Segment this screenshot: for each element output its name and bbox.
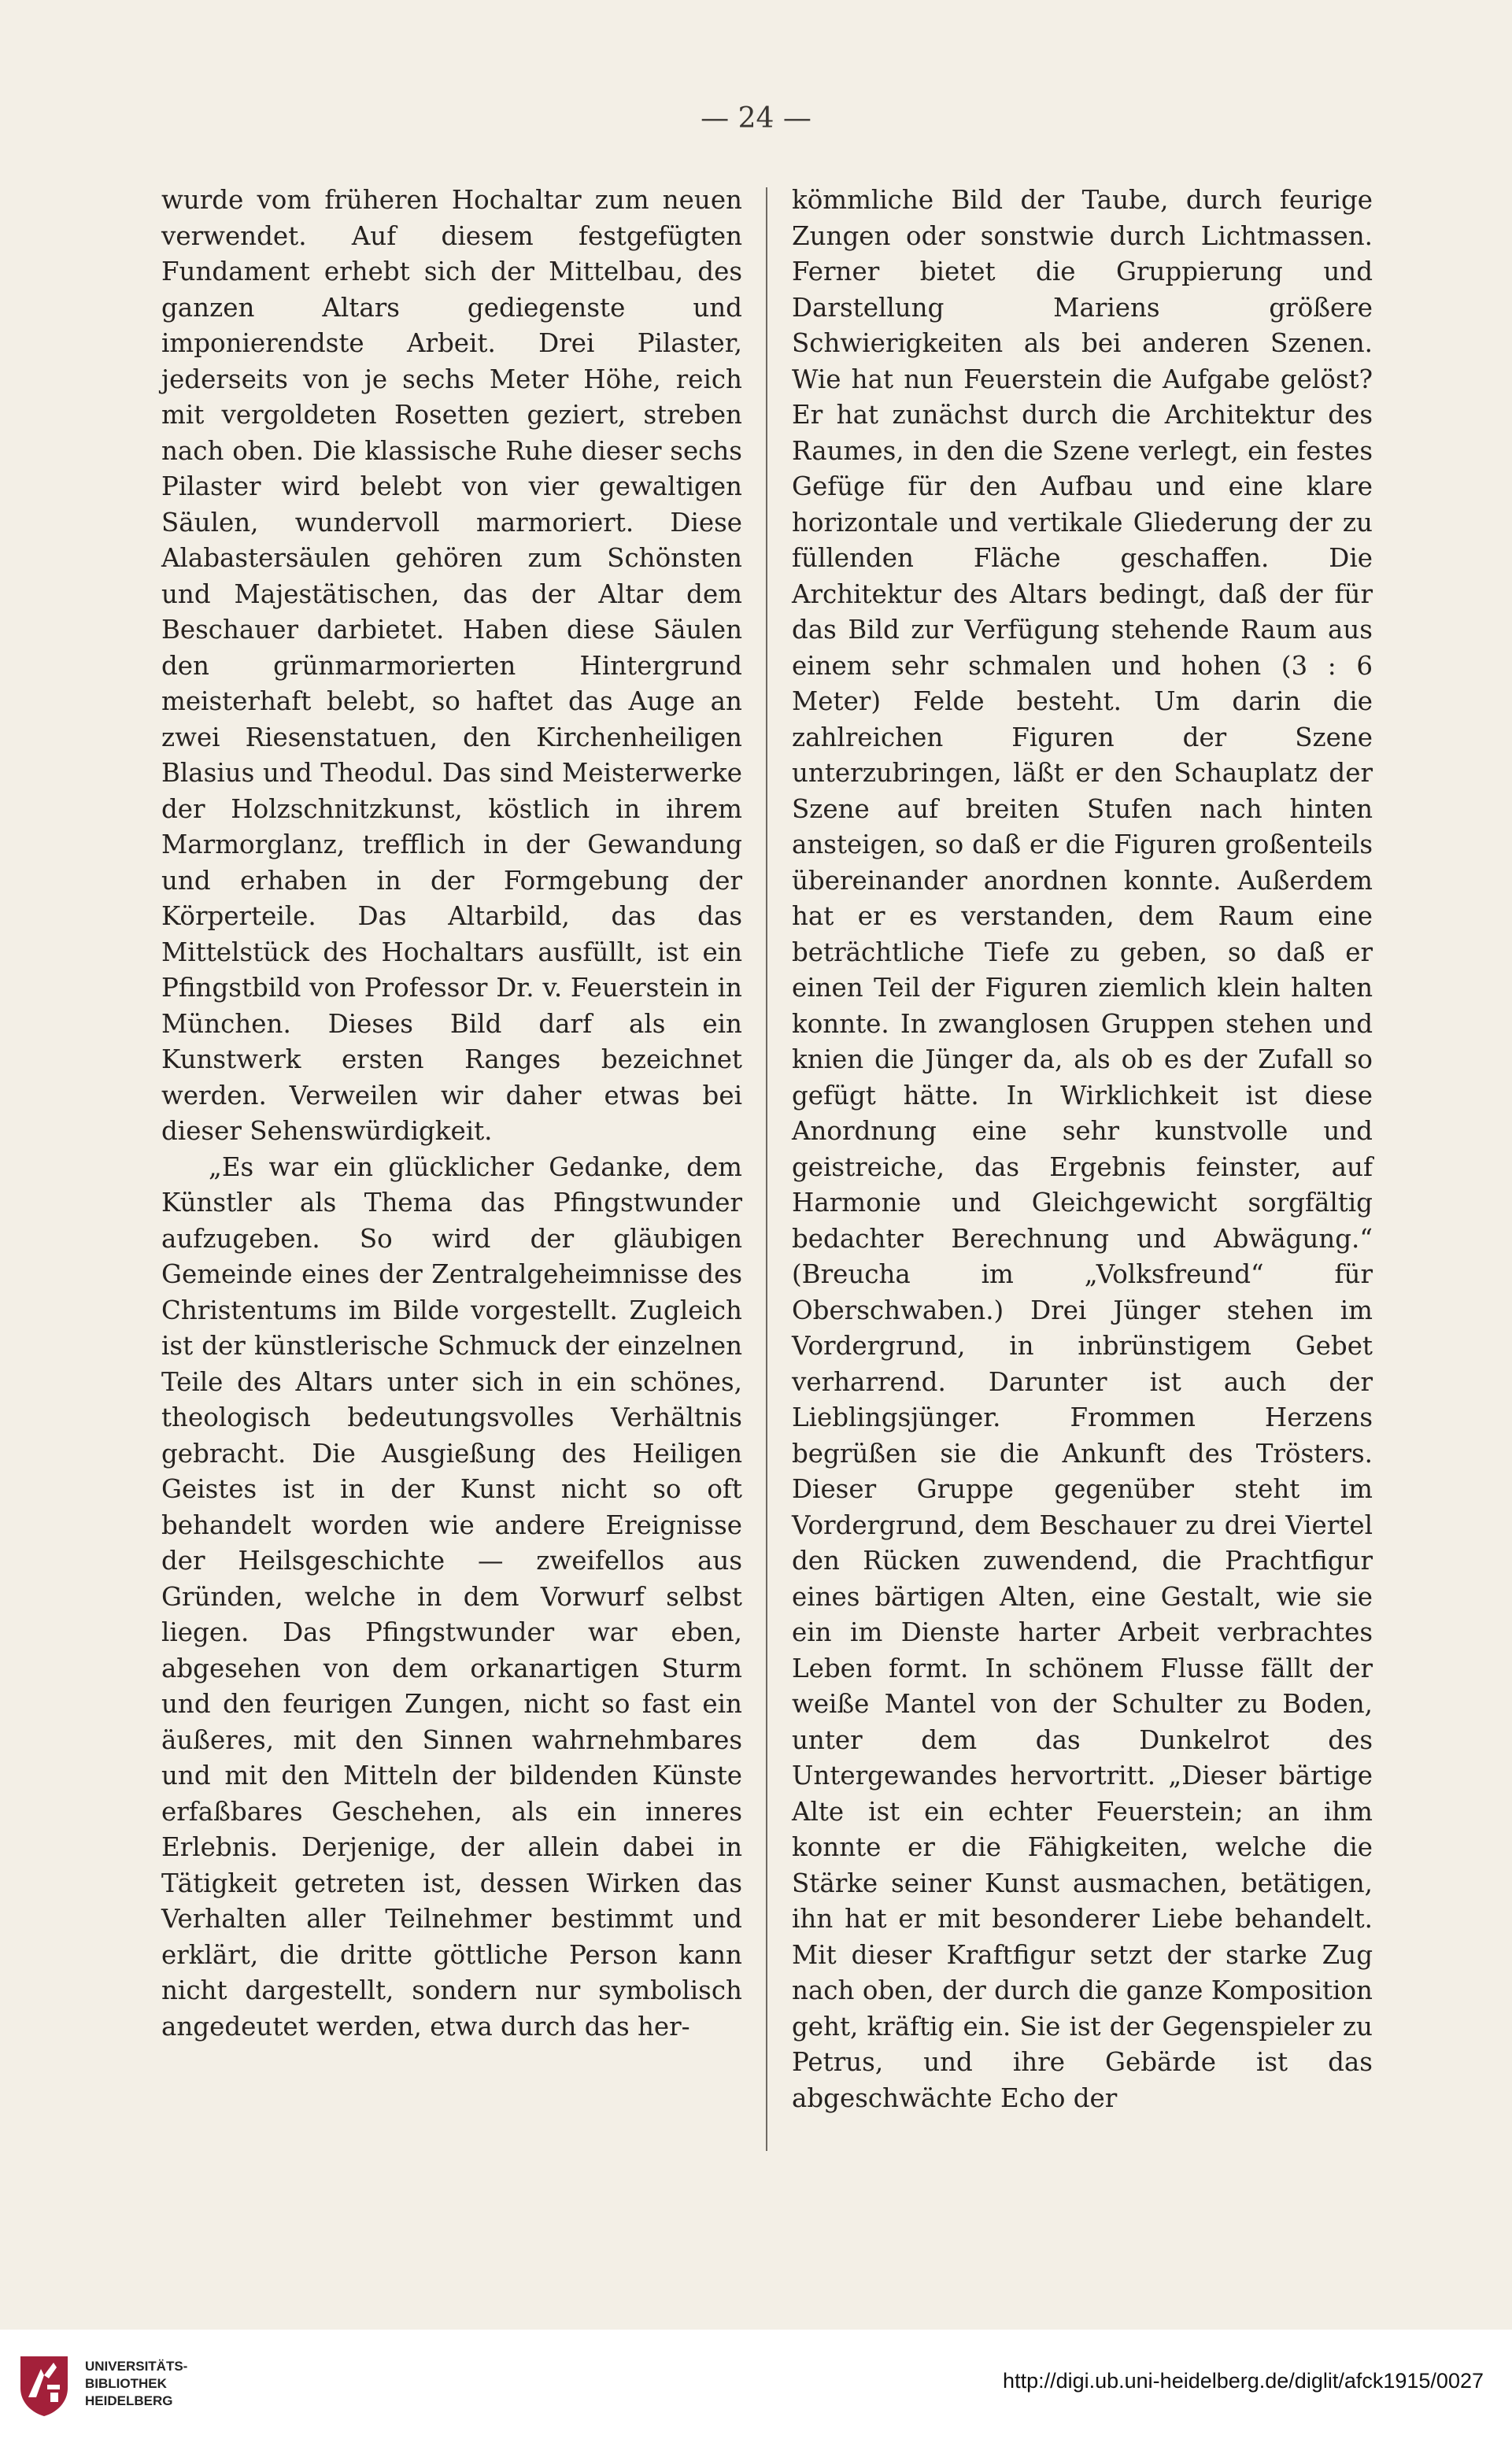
- library-logo-text: [85, 2358, 187, 2410]
- university-seal-icon: [17, 2353, 71, 2418]
- column-divider: [766, 187, 767, 2151]
- paragraph: „Es war ein glücklicher Gedanke, dem Künstler als Thema das Pfingstwunder aufzugeben. So wird der gläubigen Gemeinde eines der Zentralgeheimnisse des Christentums im Bilde vorgestellt. Zugleich ist der künstlerische Schmuck der einzelnen Teile des Altars unter sich in ein schönes, theologisch bedeutungsvolles Verhältnis gebracht. Die Ausgießung des Heiligen Geistes ist in der Kunst nicht so oft behandelt worden wie andere Ereignisse der Heilsgeschichte — zweifellos aus Gründen, welche in dem Vorwurf selbst liegen. Das Pfingstwunder war eben, abgesehen von dem orkanartigen Sturm und den feurigen Zungen, nicht so fast ein äußeres, mit den Sinnen wahrnehmbares und mit den Mitteln der bildenden Künste erfaßbares Geschehen, als ein inneres Erlebnis. Derjenige, der allein dabei in Tätigkeit getreten ist, dessen Wirken das Verhalten aller Teilnehmer bestimmt und erklärt, die dritte göttliche Person kann nicht dargestellt, sondern nur symbolisch angedeutet werden, etwa durch das her-: [161, 1151, 742, 2042]
- logo-line: HEIDELBERG: [85, 2393, 173, 2408]
- page-number: — 24 —: [701, 102, 811, 135]
- source-url-link[interactable]: http://digi.ub.uni-heidelberg.de/diglit/afck1915/0027: [1003, 2369, 1484, 2393]
- right-column: [792, 183, 1373, 2116]
- logo-line: BIBLIOTHEK: [85, 2376, 167, 2391]
- paragraph: kömmliche Bild der Taube, durch feurige Zungen oder sonstwie durch Lichtmassen. Ferner bietet die Gruppierung und Darstellung Mariens größere Schwierigkeiten als bei anderen Szenen. Wie hat nun Feuerstein die Aufgabe gelöst? Er hat zunächst durch die Architektur des Raumes, in den die Szene verlegt, ein festes Gefüge für den Aufbau und eine klare horizontale und vertikale Gliederung der zu füllenden Fläche geschaffen. Die Architektur des Altars bedingt, daß der für das Bild zur Verfügung stehende Raum aus einem sehr schmalen und hohen (3 : 6 Meter) Felde besteht. Um darin die zahlreichen Figuren der Szene unterzubringen, läßt er den Schauplatz der Szene auf breiten Stufen nach hinten ansteigen, so daß er die Figuren großenteils übereinander anordnen konnte. Außerdem hat er es verstanden, dem Raum eine beträchtliche Tiefe zu geben, so daß er einen Teil der Figuren ziemlich klein halten konnte. In zwanglosen Gruppen stehen und knien die Jünger da, als ob es der Zufall so gefügt hätte. In Wirklichkeit ist diese Anordnung eine sehr kunstvolle und geistreiche, das Ergebnis feinster, auf Harmonie und Gleichgewicht sorgfältig bedachter Berechnung und Abwägung.“ (Breucha im „Volksfreund“ für Oberschwaben.) Drei Jünger stehen im Vordergrund, in inbrünstigem Gebet verharrend. Darunter ist auch der Lieblingsjünger. Frommen Herzens begrüßen sie die Ankunft des Trösters. Dieser Gruppe gegenüber steht im Vordergrund, dem Beschauer zu drei Viertel den Rücken zuwendend, die Prachtfigur eines bärtigen Alten, eine Gestalt, wie sie ein im Dienste harter Arbeit verbrachtes Leben formt. In schönem Flusse fällt der weiße Mantel von der Schulter zu Boden, unter dem das Dunkelrot des Untergewandes hervortritt. „Dieser bärtige Alte ist ein echter Feuerstein; an ihm konnte er die Fähigkeiten, welche die Stärke seiner Kunst ausmachen, betätigen, ihn hat er mit besonderer Liebe behandelt. Mit dieser Kraftfigur setzt der starke Zug nach oben, der durch die ganze Komposition geht, kräftig ein. Sie ist der Gegenspieler zu Petrus, und ihre Gebärde ist das abgeschwächte Echo der: [792, 185, 1373, 2113]
- paragraph: wurde vom früheren Hochaltar zum neuen verwendet. Auf diesem festgefügten Fundament erhebt sich der Mittelbau, des ganzen Altars gediegenste und imponierendste Arbeit. Drei Pilaster, jederseits von je sechs Meter Höhe, reich mit vergoldeten Rosetten geziert, streben nach oben. Die klassische Ruhe dieser sechs Pilaster wird belebt von vier gewaltigen Säulen, wundervoll marmoriert. Diese Alabastersäulen gehören zum Schönsten und Majestätischen, das der Altar dem Beschauer darbietet. Haben diese Säulen den grünmarmorierten Hintergrund meisterhaft belebt, so haftet das Auge an zwei Riesenstatuen, den Kirchenheiligen Blasius und Theodul. Das sind Meisterwerke der Holzschnitzkunst, köstlich in ihrem Marmorglanz, trefflich in der Gewandung und erhaben in der Formgebung der Körperteile. Das Altarbild, das das Mittelstück des Hochaltars ausfüllt, ist ein Pfingstbild von Professor Dr. v. Feuerstein in München. Dieses Bild darf als ein Kunstwerk ersten Ranges bezeichnet werden. Verweilen wir daher etwas bei dieser Sehenswürdigkeit.: [161, 185, 742, 1146]
- footer-bar: [0, 2330, 1512, 2439]
- logo-line: UNIVERSITÄTS-: [85, 2359, 188, 2374]
- left-column: [161, 183, 742, 2045]
